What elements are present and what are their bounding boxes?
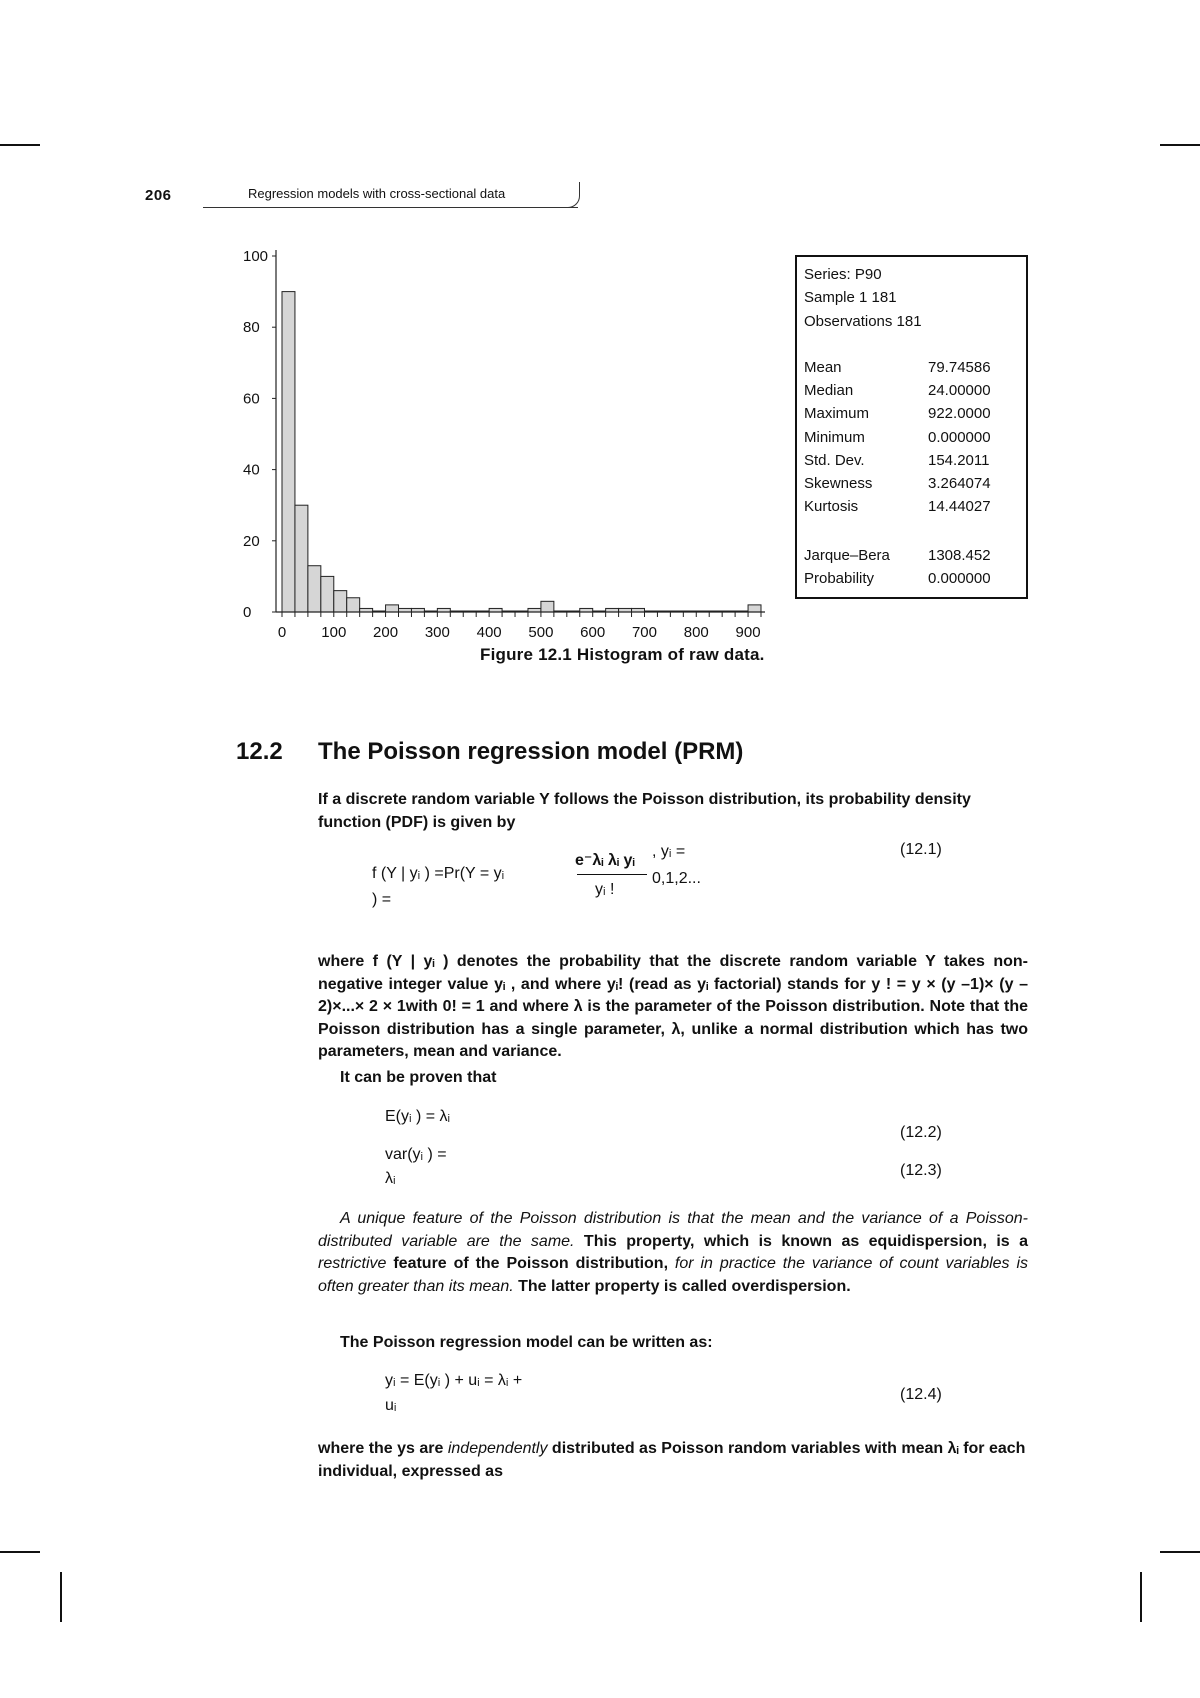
histogram-bar (541, 601, 554, 612)
eq4-expression: yᵢ = E(yᵢ ) + uᵢ = λᵢ + (385, 1372, 523, 1389)
y-tick-label: 100 (243, 248, 269, 265)
stats-value: 3.264074 (928, 475, 991, 492)
crop-mark-bottom-right-v (1140, 1572, 1142, 1622)
paragraph-model-description (318, 1438, 1028, 1483)
eq1-condition: , yᵢ = (652, 843, 686, 860)
eq3-expression: var(yᵢ ) = (385, 1146, 447, 1163)
para6-text-a: where the ys are (318, 1440, 448, 1457)
eq1-number: (12.1) (900, 841, 942, 858)
histogram-bar (308, 566, 321, 612)
stats-value: 14.44027 (928, 498, 991, 516)
x-tick-label: 400 (476, 624, 502, 641)
para4-italic-a: A unique feature of the Poisson distribution is that the mean and the variance of a Poisson-distributed variable are the same. (318, 1210, 1028, 1250)
stats-label: Maximum (804, 405, 870, 423)
stats-sample: Sample 1 181 (804, 289, 897, 306)
y-tick-label: 0 (243, 604, 252, 621)
stats-value: 0.000000 (928, 570, 991, 588)
stats-observations: Observations 181 (804, 313, 922, 330)
histogram-bar (347, 598, 360, 612)
section-number: 12.2 (236, 738, 283, 765)
histogram-bar (321, 576, 334, 612)
stats-value: 154.2011 (928, 451, 990, 469)
para6-italic-b: independently (447, 1440, 548, 1457)
eq1-denominator: yᵢ ! (595, 881, 615, 898)
crop-mark-top-right (1160, 144, 1200, 146)
stats-value: 79.74586 (928, 359, 991, 376)
eq1-numerator: e⁻λᵢ λᵢ yᵢ (575, 852, 635, 869)
x-tick-label: 800 (683, 624, 709, 641)
histogram-bar (748, 605, 761, 612)
stats-value: 24.00000 (928, 382, 991, 400)
paragraph-model-intro: The Poisson regression model can be written as: (340, 1334, 713, 1351)
running-title: Regression models with cross-sectional data (248, 186, 506, 201)
paragraph-equidispersion (318, 1208, 1028, 1298)
header-rule-curve (565, 182, 580, 208)
eq3-expression-rhs: λᵢ (385, 1170, 396, 1187)
x-tick-label: 0 (277, 624, 287, 641)
histogram-bar (386, 605, 399, 612)
stats-label: Std. Dev. (804, 451, 865, 469)
crop-mark-bottom-left-h (0, 1551, 40, 1553)
eq2-number: (12.2) (900, 1124, 942, 1141)
x-tick-label: 200 (373, 624, 399, 641)
x-tick-label: 100 (321, 624, 347, 641)
para4-text-d: feature of the Poisson distribution, (386, 1255, 675, 1272)
x-tick-label: 900 (735, 624, 761, 641)
figure-caption: Figure 12.1 Histogram of raw data. (480, 645, 765, 664)
histogram-bar (282, 292, 295, 612)
eq1-lhs: f (Y | yᵢ ) =Pr(Y = yᵢ (372, 865, 505, 882)
stats-value: 922.0000 (928, 405, 991, 423)
crop-mark-bottom-right-h (1160, 1551, 1200, 1553)
x-tick-label: 600 (580, 624, 606, 641)
x-tick-label: 500 (528, 624, 554, 641)
paragraph-definition: where f (Y | yᵢ ) denotes the probability that the discrete random variable Y takes non-negative integer value yᵢ , and where yᵢ! (read as yᵢ factorial) stands for y ! = y × (y –1)× (y –2)×...× 2 × 1with 0! = 1 and where λ is the parameter of the Poisson distribution. Note that the Poisson distribution has a single parameter, λ, unlike a normal distribution which has two parameters, mean and variance. (318, 953, 1028, 1060)
y-tick-label: 40 (243, 461, 260, 479)
stats-value: 1308.452 (928, 547, 991, 564)
stats-label: Jarque–Bera (804, 547, 890, 564)
stats-value: 0.000000 (928, 428, 991, 446)
header-rule (203, 207, 578, 208)
y-tick-label: 20 (243, 532, 260, 550)
stats-label: Skewness (804, 475, 873, 492)
crop-mark-top-left (0, 144, 40, 146)
stats-series: Series: P90 (804, 266, 882, 283)
stats-label: Minimum (804, 428, 865, 446)
stats-label: Probability (804, 570, 875, 588)
eq3-number: (12.3) (900, 1162, 942, 1179)
histogram-bar (295, 505, 308, 612)
eq1-condition-values: 0,1,2... (652, 870, 701, 887)
eq1-fraction-bar (577, 874, 647, 875)
y-tick-label: 60 (243, 390, 260, 408)
histogram-chart (225, 240, 765, 645)
para4-italic-c: restrictive (318, 1255, 387, 1272)
stats-box (795, 255, 1028, 599)
section-title: The Poisson regression model (PRM) (318, 738, 744, 765)
para4-text-b: This property, which is known as equidispersion, is a (574, 1232, 1028, 1250)
stats-label: Median (804, 382, 854, 400)
para4-text-f: The latter property is called overdispersion. (513, 1277, 851, 1295)
x-tick-label: 700 (631, 624, 658, 641)
eq4-expression-rhs: uᵢ (385, 1397, 397, 1414)
para4-italic-e: for in practice the variance of count variables is often greater than its mean. (318, 1255, 1028, 1295)
histogram-bar (334, 591, 347, 612)
y-tick-label: 80 (243, 319, 260, 337)
eq1-lhs-end: ) = (372, 891, 392, 908)
crop-mark-bottom-left-v (60, 1572, 62, 1622)
eq4-number: (12.4) (900, 1386, 942, 1403)
paragraph-intro: If a discrete random variable Y follows the Poisson distribution, its probability density function (PDF) is given by (318, 791, 971, 831)
x-tick-label: 300 (424, 624, 450, 641)
paragraph-proof-intro: It can be proven that (340, 1069, 497, 1086)
stats-label: Kurtosis (804, 498, 859, 516)
page-number: 206 (145, 187, 172, 204)
eq2-expression: E(yᵢ ) = λᵢ (385, 1108, 451, 1125)
para6-text-c: distributed as Poisson random variables with mean λᵢ for each individual, expressed as (318, 1440, 1026, 1480)
stats-label: Mean (804, 359, 842, 376)
